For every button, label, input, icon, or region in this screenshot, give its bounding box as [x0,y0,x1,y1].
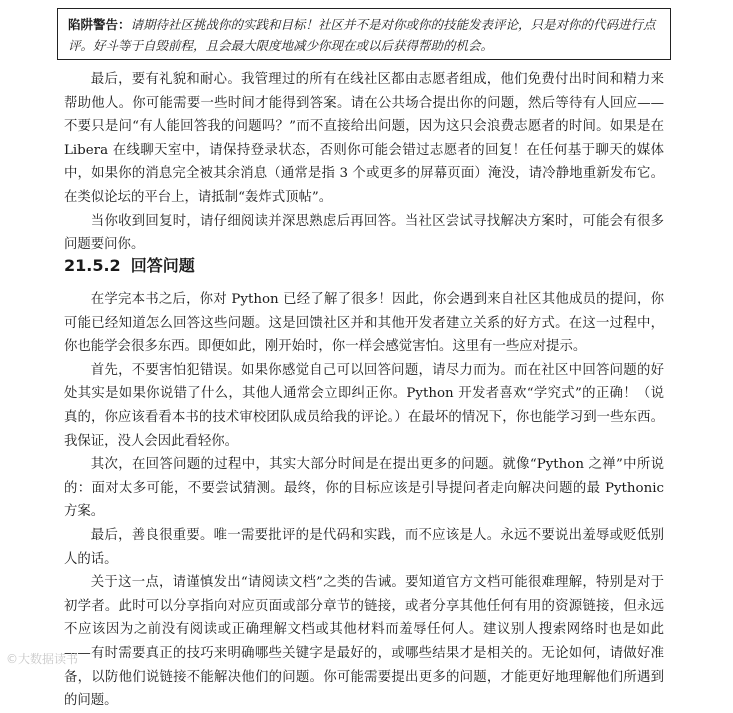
paragraph: 在学完本书之后，你对 Python 已经了解了很多！因此，你会遇到来自社区其他成员的提问，你可能已经知道怎么回答这些问题。这是回馈社区并和其他开发者建立关系的好方式。在这一过程中，你也能学会很多东西。即便如此，刚开始时，你一样会感觉害怕。这里有一些应对提示。 [64,292,664,355]
section-number: 21.5.2 [64,256,121,275]
paragraph: 最后，善良很重要。唯一需要批评的是代码和实践，而不应该是人。永远不要说出羞辱或贬低别人的话。 [64,527,664,567]
warning-label: 陷阱警告： [68,17,131,32]
warning-text: 请期待社区挑战你的实践和目标！社区并不是对你或你的技能发表评论，只是对你的代码进行点评。好斗等于自毁前程，且会最大限度地减少你现在或以后获得帮助的机会。 [68,17,656,53]
paragraph: 首先，不要害怕犯错误。如果你感觉自己可以回答问题，请尽力而为。而在社区中回答问题的好处其实是如果你说错了什么，其他人通常会立即纠正你。Python 开发者喜欢“学究式”的正确！（说真的，你应该看看本书的技术审校团队成员给我的评论。）在最坏的情况下，你也能学习到一些东西。我保证，没人会因此看轻你。 [64,362,664,449]
section-b-text [64,288,664,713]
paragraph: 当你收到回复时，请仔细阅读并深思熟虑后再回答。当社区尝试寻找解决方案时，可能会有很多问题要问你。 [64,213,664,253]
section-title: 回答问题 [130,256,195,275]
paragraph: 最后，要有礼貌和耐心。我管理过的所有在线社区都由志愿者组成，他们免费付出时间和精力来帮助他人。你可能需要一些时间才能得到答案。请在公共场合提出你的问题，然后等待有人回应——不要只是问“有人能回答我的问题吗？”而不直接给出问题，因为这只会浪费志愿者的时间。如果是在 Libera 在线聊天室中，请保持登录状态，否则你可能会错过志愿者的回复！在任何基于聊天的媒体中，如果你的消息完全被其余消息（通常是指 3 个或更多的屏幕页面）淹没，请冷静地重新发布它。在类似论坛的平台上，请抵制“轰炸式顶帖”。 [64,72,664,205]
pitfall-warning-box [57,8,671,60]
section-a-text [64,68,664,257]
paragraph: 关于这一点，请谨慎发出“请阅读文档”之类的告诫。要知道官方文档可能很难理解，特别是对于初学者。此时可以分享指向对应页面或部分章节的链接，或者分享其他任何有用的资源链接，但永远不应该因为之前没有阅读或正确理解文档或其他材料而羞辱任何人。建议别人搜索网络时也是如此——有时需要真正的技巧来明确哪些关键字是最好的，或哪些结果才是相关的。无论如何，请做好准备，以防他们说链接不能解决他们的问题。你可能需要提出更多的问题，才能更好地理解他们所遇到的问题。 [64,575,664,709]
section-heading [64,253,195,276]
paragraph: 其次，在回答问题的过程中，其实大部分时间是在提出更多的问题。就像“Python 之禅”中所说的：面对太多可能，不要尝试猜测。最终，你的目标应该是引导提问者走向解决问题的最 Pythonic 方案。 [64,457,664,520]
watermark: ©大数据读书 [6,652,79,666]
